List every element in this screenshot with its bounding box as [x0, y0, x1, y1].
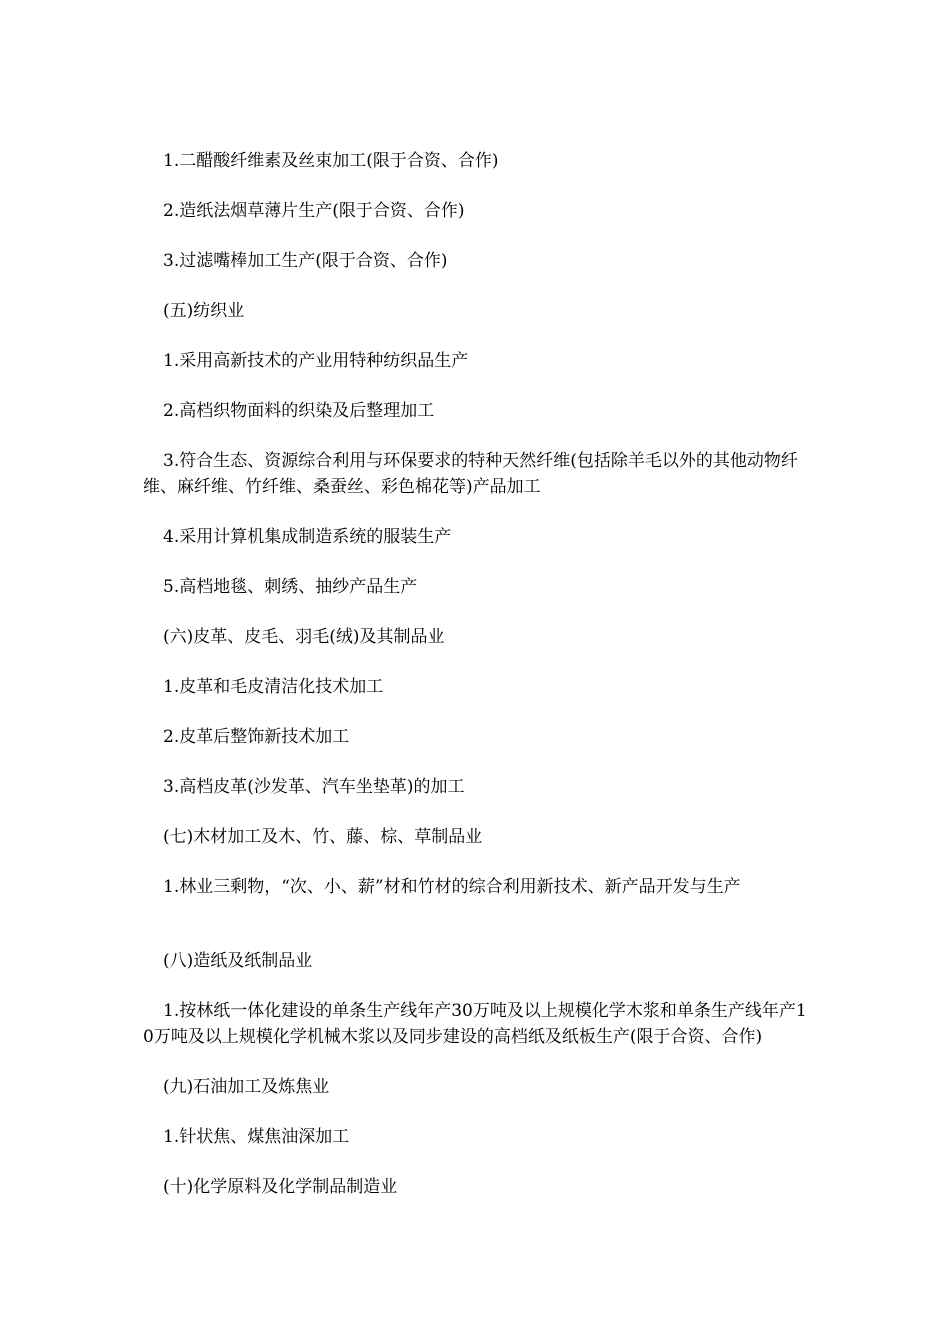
- paragraph-15: 1.林业三剩物，“次、小、薪”材和竹材的综合利用新技术、新产品开发与生产: [163, 877, 741, 897]
- section-heading-wood: (七)木材加工及木、竹、藤、棕、草制品业: [163, 827, 483, 847]
- section-heading-paper: (八)造纸及纸制品业: [163, 951, 313, 971]
- paragraph-12: 2.皮革后整饰新技术加工: [163, 727, 350, 747]
- paragraph-5: 1.采用高新技术的产业用特种纺织品生产: [163, 351, 469, 371]
- section-heading-textile: (五)纺织业: [163, 301, 245, 321]
- paragraph-6: 2.高档织物面料的织染及后整理加工: [163, 401, 435, 421]
- section-heading-chemical: (十)化学原料及化学制品制造业: [163, 1177, 398, 1197]
- section-heading-petroleum: (九)石油加工及炼焦业: [163, 1077, 330, 1097]
- paragraph-3: 3.过滤嘴棒加工生产(限于合资、合作): [163, 251, 448, 271]
- paragraph-8: 4.采用计算机集成制造系统的服装生产: [163, 527, 452, 547]
- paragraph-19: 1.针状焦、煤焦油深加工: [163, 1127, 350, 1147]
- paragraph-2: 2.造纸法烟草薄片生产(限于合资、合作): [163, 201, 465, 221]
- document-body: [143, 148, 809, 1224]
- section-heading-leather: (六)皮革、皮毛、羽毛(绒)及其制品业: [163, 627, 445, 647]
- paragraph-7: 3.符合生态、资源综合利用与环保要求的特种天然纤维(包括除羊毛以外的其他动物纤维、麻纤维、竹纤维、桑蚕丝、彩色棉花等)产品加工: [143, 451, 798, 497]
- paragraph-13: 3.高档皮革(沙发革、汽车坐垫革)的加工: [163, 777, 465, 797]
- paragraph-1: 1.二醋酸纤维素及丝束加工(限于合资、合作): [163, 151, 499, 171]
- paragraph-17: 1.按林纸一体化建设的单条生产线年产30万吨及以上规模化学木浆和单条生产线年产10万吨及以上规模化学机械木浆以及同步建设的高档纸及纸板生产(限于合资、合作): [143, 1001, 807, 1047]
- paragraph-11: 1.皮革和毛皮清洁化技术加工: [163, 677, 384, 697]
- paragraph-9: 5.高档地毯、刺绣、抽纱产品生产: [163, 577, 418, 597]
